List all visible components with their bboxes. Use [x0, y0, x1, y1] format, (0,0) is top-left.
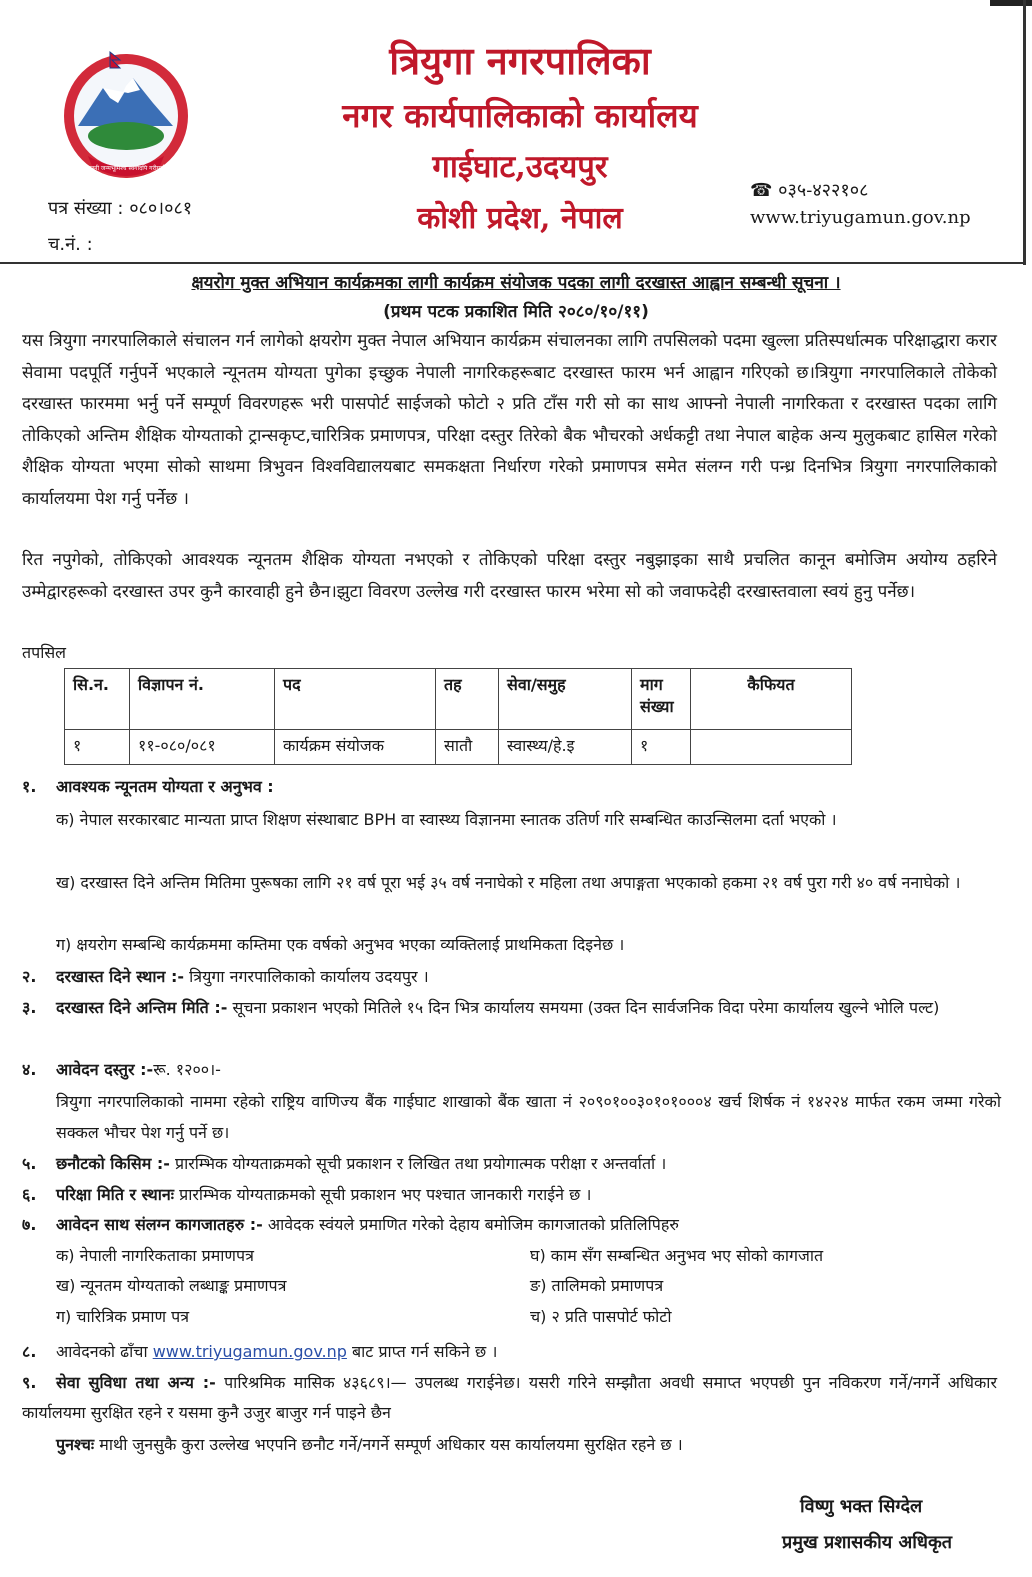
section-number: ५. [22, 1154, 37, 1173]
section-1-heading [22, 772, 1007, 802]
nepal-emblem-icon [48, 48, 203, 183]
province-name: कोशी प्रदेश, नेपाल [417, 201, 623, 236]
table-cell: कार्यक्रम संयोजक [275, 730, 436, 765]
telephone-icon: ☎ [750, 180, 773, 201]
document-item: घ) काम सँग सम्बन्धित अनुभव भए सोको कागजात [530, 1246, 824, 1265]
section-text: प्रारम्भिक योग्यताक्रमको सूची प्रकाशन भए पश्चात जानकारी गराईने छ । [179, 1185, 592, 1204]
bank-details: त्रियुगा नगरपालिकाको नाममा रहेको राष्ट्रिय वाणिज्य बैंक गाईघाट शाखाको बैंक खाता नं २०९०१००३०१०१०००४ खर्च शिर्षक नं १४२२४ मार्फत रकम जम्मा गरेको सक्कल भौचर पेश गर्नु पर्ने छ। [56, 1092, 1001, 1142]
table-row [65, 730, 852, 765]
document-item: ग) चारित्रिक प्रमाण पत्र [56, 1307, 190, 1326]
section-title: आवेदन दस्तुर :- [56, 1060, 154, 1079]
document-item: ङ) तालिमको प्रमाणपत्र [530, 1276, 664, 1295]
section-text: आवेदक स्वंयले प्रमाणित गरेको देहाय बमोजिम कागजातको प्रतिलिपिहरु [267, 1215, 679, 1234]
qualification-b: ख) दरखास्त दिने अन्तिम मितिमा पुरूषका लागि २१ वर्ष पूरा भई ३५ वर्ष ननाघेको र महिला तथा अपाङ्गता भएकाको हकमा २१ वर्ष पुरा गरी ४० वर्ष ननाघेको । [56, 873, 961, 892]
notice-title: क्षयरोग मुक्त अभियान कार्यक्रमका लागी कार्यक्रम संयोजक पदका लागी दरखास्त आह्वान सम्बन्धी सूचना । [191, 273, 841, 293]
section-text: प्रारम्भिक योग्यताक्रमको सूची प्रकाशन र लिखित तथा प्रयोगात्मक परीक्षा र अन्तर्वार्ता । [174, 1154, 667, 1173]
right-border-line [1023, 0, 1026, 265]
document-item: च) २ प्रति पासपोर्ट फोटो [530, 1307, 672, 1326]
qualification-a: क) नेपाल सरकारबाट मान्यता प्राप्त शिक्षण संस्थाबाट BPH वा स्वास्थ्य विज्ञानमा स्नातक उतिर्ण गरि सम्बन्धित काउन्सिलमा दर्ता भएको । [56, 810, 837, 829]
table-cell: ११-०८०/०८१ [130, 730, 275, 765]
emblem-motto: जननी जन्मभूमिश्च स्वर्गादपि गरीयसी [86, 165, 166, 172]
table-header: तह [436, 669, 499, 730]
section-number: २. [22, 967, 37, 986]
postscript-text: माथी जुनसुकै कुरा उल्लेख भएपनि छनौट गर्ने/नगर्ने सम्पूर्ण अधिकार यस कार्यालयमा सुरक्षित रहने छ । [99, 1435, 683, 1454]
section-title: छनौटको किसिम :- [56, 1154, 170, 1173]
section-text: रू. १२००।- [153, 1060, 221, 1079]
section-text: बाट प्राप्त गर्न सकिने छ । [346, 1342, 498, 1361]
table-cell: १ [632, 730, 691, 765]
document-item: क) नेपाली नागरिकताका प्रमाणपत्र [56, 1246, 254, 1265]
section-number: ६. [22, 1185, 37, 1204]
signatory-designation: प्रमुख प्रशासकीय अधिकृत [782, 1532, 953, 1553]
publish-date: (प्रथम पटक प्रकाशित मिति २०८०/१०/११) [383, 302, 649, 322]
table-header: कैफियत [691, 669, 852, 730]
section-number: ७. [22, 1215, 37, 1234]
table-header: सेवा/समुह [499, 669, 632, 730]
website-url[interactable]: www.triyugamun.gov.np [750, 207, 971, 228]
section-7 [22, 1210, 1007, 1240]
dispatch-number: च.नं. : [48, 234, 93, 255]
section-title: दरखास्त दिने स्थान :- [56, 967, 185, 986]
section-8 [22, 1337, 1007, 1367]
header-divider [0, 262, 1026, 264]
section-title: आवेदन साथ संलग्न कागजातहरु :- [56, 1215, 263, 1234]
section-number: ८. [22, 1342, 37, 1361]
section-text: पारिश्रमिक मासिक ४३६८९।— उपलब्ध गराईनेछ। यसरी गरिने सम्झौता अवधी समाप्त भएपछी पुन नविकरण गर्ने/नगर्ने अधिकार कार्यालयमा सुरक्षित रहने र यसमा कुनै उजुर बाजुर गर्न पाइने छैन [22, 1373, 997, 1422]
conditions-paragraph: रित नपुगेको, तोकिएको आवश्यक न्यूनतम शैक्षिक योग्यता नभएको र तोकिएको परिक्षा दस्तुर नबुझाइका साथै प्रचलित कानून बमोजिम अयोग्य ठहरिने उम्मेद्वारहरूको दरखास्त उपर कुनै कारवाही हुने छैन।झुटा विवरण उल्लेख गरी दरखास्त फारम भरेमा सो को जवाफदेही दरखास्तवाला स्वयं हुनु पर्नेछ। [22, 550, 997, 602]
section-number: ४. [22, 1060, 37, 1079]
section-text: आवेदनको ढाँचा [56, 1342, 153, 1361]
table-cell [691, 730, 852, 765]
section-text: सूचना प्रकाशन भएको मितिले १५ दिन भित्र कार्यालय समयमा (उक्त दिन सार्वजनिक विदा परेमा कार्यालय खुल्ने भोलि पल्ट) [232, 998, 940, 1017]
section-text: त्रियुगा नगरपालिकाको कार्यालय उदयपुर । [189, 967, 429, 986]
table-cell: स्वास्थ्य/हे.इ [499, 730, 632, 765]
table-header: पद [275, 669, 436, 730]
table-header: सि.न. [65, 669, 130, 730]
section-number: ९. [22, 1373, 37, 1392]
section-3 [22, 993, 1007, 1023]
table-header: विज्ञापन नं. [130, 669, 275, 730]
office-address: गाईघाट,उदयपुर [432, 149, 608, 185]
table-header-row [65, 669, 852, 730]
postscript [56, 1430, 1001, 1460]
application-form-link[interactable]: www.triyugamun.gov.np [152, 1342, 347, 1361]
section-2 [22, 962, 1007, 992]
section-title: परिक्षा मिति र स्थानः [56, 1185, 175, 1204]
signatory-name: विष्णु भक्त सिग्देल [800, 1496, 923, 1517]
office-name: नगर कार्यपालिकाको कार्यालय [342, 96, 698, 135]
vacancy-table [64, 668, 852, 765]
municipality-name: त्रियुगा नगरपालिका [389, 38, 651, 83]
section-title: सेवा सुविधा तथा अन्य :- [56, 1373, 216, 1392]
section-title: दरखास्त दिने अन्तिम मिति :- [56, 998, 228, 1017]
section-6 [22, 1180, 1007, 1210]
table-header: माग संख्या [632, 669, 691, 730]
qualification-c: ग) क्षयरोग सम्बन्धि कार्यक्रममा कम्तिमा एक वर्षको अनुभव भएका व्यक्तिलाई प्राथमिकता दिइनेछ । [56, 935, 625, 954]
section-number: ३. [22, 998, 37, 1017]
document-item: ख) न्यूनतम योग्यताको लब्धाङ्क प्रमाणपत्र [56, 1276, 287, 1295]
phone-number: ०३५-४२२१०८ [778, 180, 869, 201]
letter-number: पत्र संख्या : ०८०।०८१ [48, 198, 193, 219]
section-number: १. [22, 777, 37, 796]
table-cell: सातौ [436, 730, 499, 765]
postscript-label: पुनश्चः [56, 1435, 95, 1454]
phone-number-row [750, 178, 868, 202]
section-4 [22, 1055, 1007, 1085]
table-cell: १ [65, 730, 130, 765]
schedule-label: तपसिल [22, 643, 67, 662]
section-5 [22, 1149, 1007, 1179]
section-title: आवश्यक न्यूनतम योग्यता र अनुभव : [56, 777, 274, 796]
section-9 [22, 1368, 997, 1428]
intro-paragraph: यस त्रियुगा नगरपालिकाले संचालन गर्न लागेको क्षयरोग मुक्त नेपाल अभियान कार्यक्रम संचालनका लागि तपसिलको पदमा खुल्ला प्रतिस्पर्धात्मक परिक्षाद्धारा करार सेवामा पदपूर्ति गर्नुपर्ने भएकाले न्यूनतम योग्यता पुगेका इच्छुक नेपाली नागरिकहरूबाट दरखास्त फारम भर्न आह्वान गरिएको छ।त्रियुगा नगरपालिकाले तोकेको दरखास्त फारममा भर्नु पर्ने सम्पूर्ण विवरणहरू भरी पासपोर्ट साईजको फोटो २ प्रति टाँस गरी सो का साथ आफ्नो नेपाली नागरिकता र दरखास्त पदका लागि तोकिएको अन्तिम शैक्षिक योग्यताको ट्रान्सकृप्ट,चारित्रिक प्रमाणपत्र, परिक्षा दस्तुर तिरेको बैक भौचरको अर्धकट्टी तथा नेपाल बाहेक अन्य मुलुकबाट हासिल गरेको शैक्षिक योग्यता भएमा सोको साथमा त्रिभुवन विश्वविद्यालयबाट समकक्षता निर्धारण गरेको प्रमाणपत्र समेत संलग्न गरी पन्ध्र दिनभित्र त्रियुगा नगरपालिकाको कार्यालयमा पेश गर्नु पर्नेछ । [22, 331, 997, 509]
